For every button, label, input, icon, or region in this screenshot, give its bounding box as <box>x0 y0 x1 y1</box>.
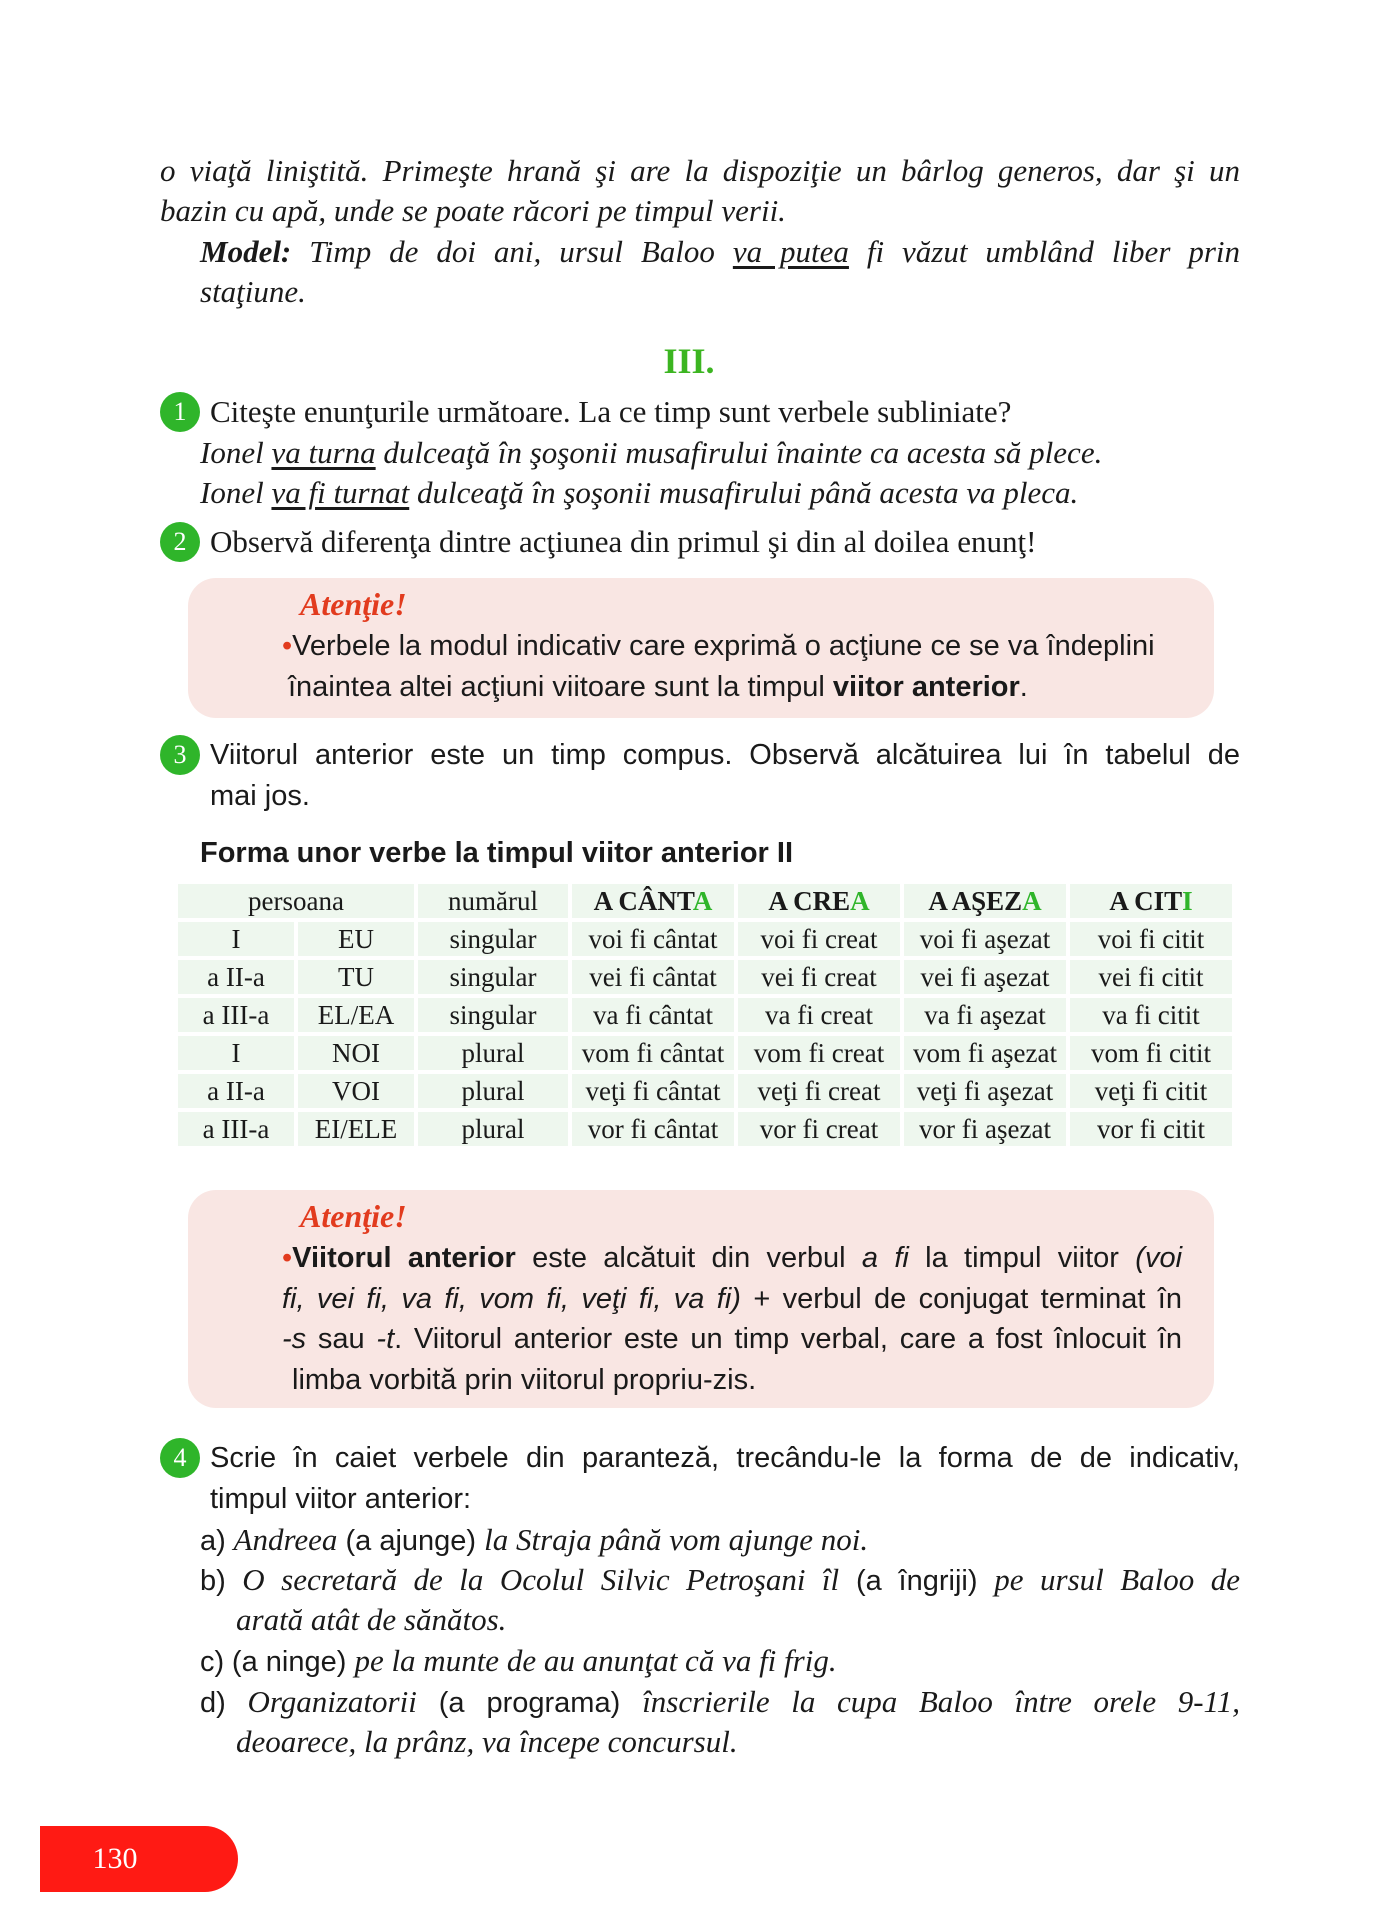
item-c-italic: pe la munte de au anunţat că va fi frig. <box>354 1643 837 1678</box>
exercise-4-line-2: timpul viitor anterior: <box>210 1483 472 1515</box>
cell-pronoun: VOI <box>298 1074 414 1108</box>
cell-a-canta: vei fi cântat <box>572 960 734 994</box>
cell-pronoun: TU <box>298 960 414 994</box>
exercise-2-prompt: Observă diferenţa dintre acţiunea din primul şi din al doilea enunţ! <box>210 524 1037 559</box>
attention-title-1: Atenţie! <box>300 586 407 622</box>
attention-2-line-1 <box>282 1238 1182 1278</box>
cell-pronoun: EL/EA <box>298 998 414 1032</box>
attention-1-line-1 <box>282 626 1155 666</box>
cell-a-aseza: vor fi aşezat <box>904 1112 1066 1146</box>
exercise-3-number-badge: 3 <box>160 735 200 775</box>
cell-a-canta: va fi cântat <box>572 998 734 1032</box>
cell-a-crea: vor fi creat <box>738 1112 900 1146</box>
page-number: 130 <box>92 1842 138 1875</box>
exercise-1-sentence-1 <box>200 433 1102 473</box>
cell-a-crea: vom fi creat <box>738 1036 900 1070</box>
attention-2-italic-forms: fi, vei fi, va fi, vom fi, veţi fi, va fi) <box>282 1283 741 1315</box>
table-row <box>178 960 1232 994</box>
exercise-4-item-b <box>200 1560 1240 1601</box>
model-text-b: fi văzut umblând liber prin <box>848 234 1240 269</box>
exercise-4-number-badge: 4 <box>160 1438 200 1478</box>
cell-number: singular <box>418 998 568 1032</box>
exercise-4-line-1: Scrie în caiet verbele din paranteză, trecându-le la forma de de indicativ, <box>210 1442 1240 1474</box>
item-a-italic-1: Andreea <box>233 1522 338 1557</box>
s1-rest: dulceaţă în şoşonii musafirului înainte ca acesta să plece. <box>375 435 1103 470</box>
cell-person: a III-a <box>178 1112 294 1146</box>
item-b-italic-1: O secretară de la Ocolul Silvic Petroşani îl <box>242 1562 840 1597</box>
attention-box-1 <box>188 578 1214 718</box>
cell-pronoun: EI/ELE <box>298 1112 414 1146</box>
cell-number: plural <box>418 1036 568 1070</box>
item-b-verb: (a îngriji) <box>839 1565 995 1597</box>
cell-a-crea: va fi creat <box>738 998 900 1032</box>
cell-a-canta: voi fi cântat <box>572 922 734 956</box>
item-d-italic-2: înscrierile la cupa Baloo între orele 9-11, <box>642 1684 1241 1719</box>
attention-2-text-line2: + verbul de conjugat terminat în <box>740 1283 1182 1315</box>
model-line-2: staţiune. <box>200 274 306 309</box>
header-a-citi <box>1070 884 1232 918</box>
cell-a-canta: veţi fi cântat <box>572 1074 734 1108</box>
table-row <box>178 1112 1232 1146</box>
table-row <box>178 922 1232 956</box>
attention-2-italic-a-fi: a fi <box>861 1242 909 1274</box>
attention-1-period: . <box>1019 671 1028 703</box>
cell-a-aseza: vom fi aşezat <box>904 1036 1066 1070</box>
cell-a-citi: voi fi citit <box>1070 922 1232 956</box>
attention-2-line-3 <box>282 1319 1182 1359</box>
attention-2-text-line3: . Viitorul anterior este un timp verbal, care a fost înlocuit în <box>394 1323 1182 1355</box>
exercise-4-item-b-line-2: arată atât de sănătos. <box>236 1602 507 1637</box>
table-row <box>178 1074 1232 1108</box>
section-title: III. <box>663 341 715 381</box>
bullet-icon: • <box>282 1242 293 1274</box>
item-c-label: c) <box>200 1646 225 1678</box>
attention-2-italic-t: -t <box>376 1323 395 1355</box>
item-c-verb: (a ninge) <box>231 1646 355 1678</box>
table-row <box>178 998 1232 1032</box>
attention-1-line-2 <box>288 667 1028 707</box>
exercise-4-item-d <box>200 1682 1240 1723</box>
header-persoana: persoana <box>178 884 414 918</box>
cell-pronoun: EU <box>298 922 414 956</box>
header-a-canta <box>572 884 734 918</box>
header-a-aseza-stem: A AŞEZ <box>928 885 1023 916</box>
cell-person: I <box>178 1036 294 1070</box>
item-d-label: d) <box>200 1687 226 1719</box>
exercise-2-number-badge: 2 <box>160 522 200 562</box>
header-a-citi-stem: A CIT <box>1109 885 1183 916</box>
attention-2-line-4: limba vorbită prin viitorul propriu-zis. <box>292 1364 757 1396</box>
intro-line-1: o viaţă liniştită. Primeşte hrană şi are la dispoziţie un bârlog generos, dar şi un <box>160 153 1240 188</box>
header-numarul: numărul <box>418 884 568 918</box>
cell-a-crea: voi fi creat <box>738 922 900 956</box>
cell-a-citi: vor fi citit <box>1070 1112 1232 1146</box>
header-a-aseza-ending: A <box>1022 885 1042 916</box>
intro-line-2: bazin cu apă, unde se poate răcori pe timpul verii. <box>160 193 786 228</box>
exercise-1-prompt: Citeşte enunţurile următoare. La ce timp sunt verbele subliniate? <box>210 394 1012 429</box>
attention-1-text-2a: înaintea altei acţiuni viitoare sunt la timpul <box>288 671 833 703</box>
item-d-italic-1: Organizatorii <box>247 1684 417 1719</box>
item-a-verb: (a ajunge) <box>337 1525 485 1557</box>
cell-person: I <box>178 922 294 956</box>
cell-a-crea: vei fi creat <box>738 960 900 994</box>
table-row <box>178 1036 1232 1070</box>
exercise-4-item-d-line-2: deoarece, la prânz, va începe concursul. <box>236 1724 738 1759</box>
exercise-4-item-a <box>200 1520 868 1561</box>
attention-2-line-2 <box>282 1279 1182 1319</box>
item-a-label: a) <box>200 1525 226 1557</box>
attention-2-italic-voi: (voi <box>1135 1242 1183 1274</box>
s2-underlined-verb: va fi turnat <box>271 475 410 510</box>
cell-number: singular <box>418 922 568 956</box>
cell-person: a II-a <box>178 1074 294 1108</box>
cell-a-canta: vom fi cântat <box>572 1036 734 1070</box>
cell-number: plural <box>418 1112 568 1146</box>
page-number-tab <box>40 1826 238 1892</box>
model-underlined-verb: va putea <box>732 234 849 269</box>
header-a-crea-stem: A CRE <box>768 885 851 916</box>
header-a-crea-ending: A <box>850 885 870 916</box>
exercise-3-line-1: Viitorul anterior este un timp compus. Observă alcătuirea lui în tabelul de <box>210 739 1240 771</box>
cell-number: plural <box>418 1074 568 1108</box>
attention-title-2: Atenţie! <box>300 1198 407 1234</box>
cell-a-crea: veţi fi creat <box>738 1074 900 1108</box>
s2-rest: dulceaţă în şoşonii musafirului până acesta va pleca. <box>409 475 1079 510</box>
exercise-4-item-c <box>200 1641 837 1682</box>
cell-a-aseza: voi fi aşezat <box>904 922 1066 956</box>
model-text-a: Timp de doi ani, ursul Baloo <box>291 234 733 269</box>
model-line-1 <box>200 232 1240 272</box>
header-a-aseza <box>904 884 1066 918</box>
cell-a-aseza: veţi fi aşezat <box>904 1074 1066 1108</box>
s1-subject: Ionel <box>200 435 272 470</box>
attention-1-text-1: Verbele la modul indicativ care exprimă o acţiune ce se va îndeplini <box>292 630 1155 662</box>
item-d-verb: (a programa) <box>416 1687 643 1719</box>
cell-person: a II-a <box>178 960 294 994</box>
attention-1-bold-term: viitor anterior <box>832 671 1020 703</box>
attention-2-text-sau: sau <box>306 1323 377 1355</box>
table-header-row <box>178 884 1232 918</box>
header-a-canta-ending: A <box>692 885 713 916</box>
cell-a-citi: vom fi citit <box>1070 1036 1232 1070</box>
attention-2-text-c: la timpul viitor <box>908 1242 1136 1274</box>
item-a-italic-2: la Straja până vom ajunge noi. <box>484 1522 869 1557</box>
exercise-3-line-2: mai jos. <box>210 780 310 812</box>
model-label: Model: <box>200 234 292 269</box>
cell-a-canta: vor fi cântat <box>572 1112 734 1146</box>
cell-a-citi: vei fi citit <box>1070 960 1232 994</box>
cell-a-aseza: vei fi aşezat <box>904 960 1066 994</box>
cell-number: singular <box>418 960 568 994</box>
header-a-crea <box>738 884 900 918</box>
attention-2-bold-term: Viitorul anterior <box>292 1242 516 1274</box>
conjugation-table <box>174 880 1236 1150</box>
exercise-1-number-badge: 1 <box>160 392 200 432</box>
item-b-italic-2: pe ursul Baloo de <box>994 1562 1241 1597</box>
bullet-icon: • <box>282 630 293 662</box>
cell-a-aseza: va fi aşezat <box>904 998 1066 1032</box>
cell-pronoun: NOI <box>298 1036 414 1070</box>
s2-subject: Ionel <box>200 475 272 510</box>
attention-2-text-a: este alcătuit din verbul <box>515 1242 862 1274</box>
cell-a-citi: veţi fi citit <box>1070 1074 1232 1108</box>
table-title: Forma unor verbe la timpul viitor anterior II <box>200 837 793 869</box>
header-a-canta-stem: A CÂNT <box>593 885 693 916</box>
attention-box-2 <box>188 1190 1214 1408</box>
item-b-label: b) <box>200 1565 226 1597</box>
attention-2-italic-s: -s <box>282 1323 307 1355</box>
header-a-citi-ending: I <box>1182 885 1193 916</box>
cell-a-citi: va fi citit <box>1070 998 1232 1032</box>
cell-person: a III-a <box>178 998 294 1032</box>
exercise-1-sentence-2 <box>200 473 1078 513</box>
s1-underlined-verb: va turna <box>271 435 376 470</box>
